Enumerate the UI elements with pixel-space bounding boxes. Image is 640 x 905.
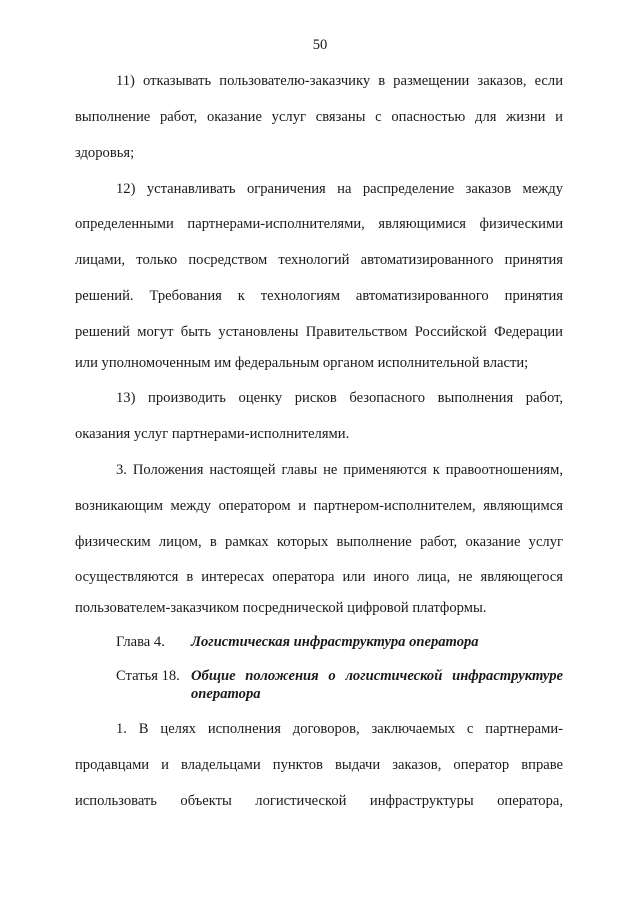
paragraph-line: 3. Положения настоящей главы не применяются к правоотношениям,	[116, 462, 563, 478]
article-title: Общие положения о логистической инфраструктуре	[191, 668, 563, 684]
article-label: Статья 18.	[116, 668, 180, 684]
paragraph-line: выполнение работ, оказание услуг связаны с опасностью для жизни и	[75, 109, 563, 125]
paragraph-line: осуществляются в интересах оператора или иного лица, не являющегося	[75, 569, 563, 585]
paragraph-line: продавцами и владельцами пунктов выдачи заказов, оператор вправе	[75, 757, 563, 773]
paragraph-line: 1. В целях исполнения договоров, заключаемых с партнерами-	[116, 721, 563, 737]
article-title-continued: оператора	[191, 686, 261, 702]
paragraph-line: физическим лицом, в рамках которых выполнение работ, оказание услуг	[75, 534, 563, 550]
chapter-title: Логистическая инфраструктура оператора	[191, 634, 479, 650]
paragraph-line: лицами, только посредством технологий автоматизированного принятия	[75, 252, 563, 268]
paragraph-line: 13) производить оценку рисков безопасного выполнения работ,	[116, 390, 563, 406]
paragraph-line: или уполномоченным им федеральным органом исполнительной власти;	[75, 355, 529, 371]
paragraph-line: решений могут быть установлены Правительством Российской Федерации	[75, 324, 563, 340]
paragraph-line: определенными партнерами-исполнителями, являющимися физическими	[75, 216, 563, 232]
paragraph-line: пользователем-заказчиком посреднической цифровой платформы.	[75, 600, 487, 616]
paragraph-line: использовать объекты логистической инфраструктуры оператора,	[75, 793, 563, 809]
paragraph-line: возникающим между оператором и партнером-исполнителем, являющимся	[75, 498, 563, 514]
paragraph-line: решений. Требования к технологиям автоматизированного принятия	[75, 288, 563, 304]
paragraph-line: оказания услуг партнерами-исполнителями.	[75, 426, 350, 442]
paragraph-line: 12) устанавливать ограничения на распределение заказов между	[116, 181, 563, 197]
paragraph-line: здоровья;	[75, 145, 135, 161]
chapter-label: Глава 4.	[116, 634, 165, 650]
paragraph-line: 11) отказывать пользователю-заказчику в размещении заказов, если	[116, 73, 563, 89]
page-number: 50	[312, 37, 328, 53]
